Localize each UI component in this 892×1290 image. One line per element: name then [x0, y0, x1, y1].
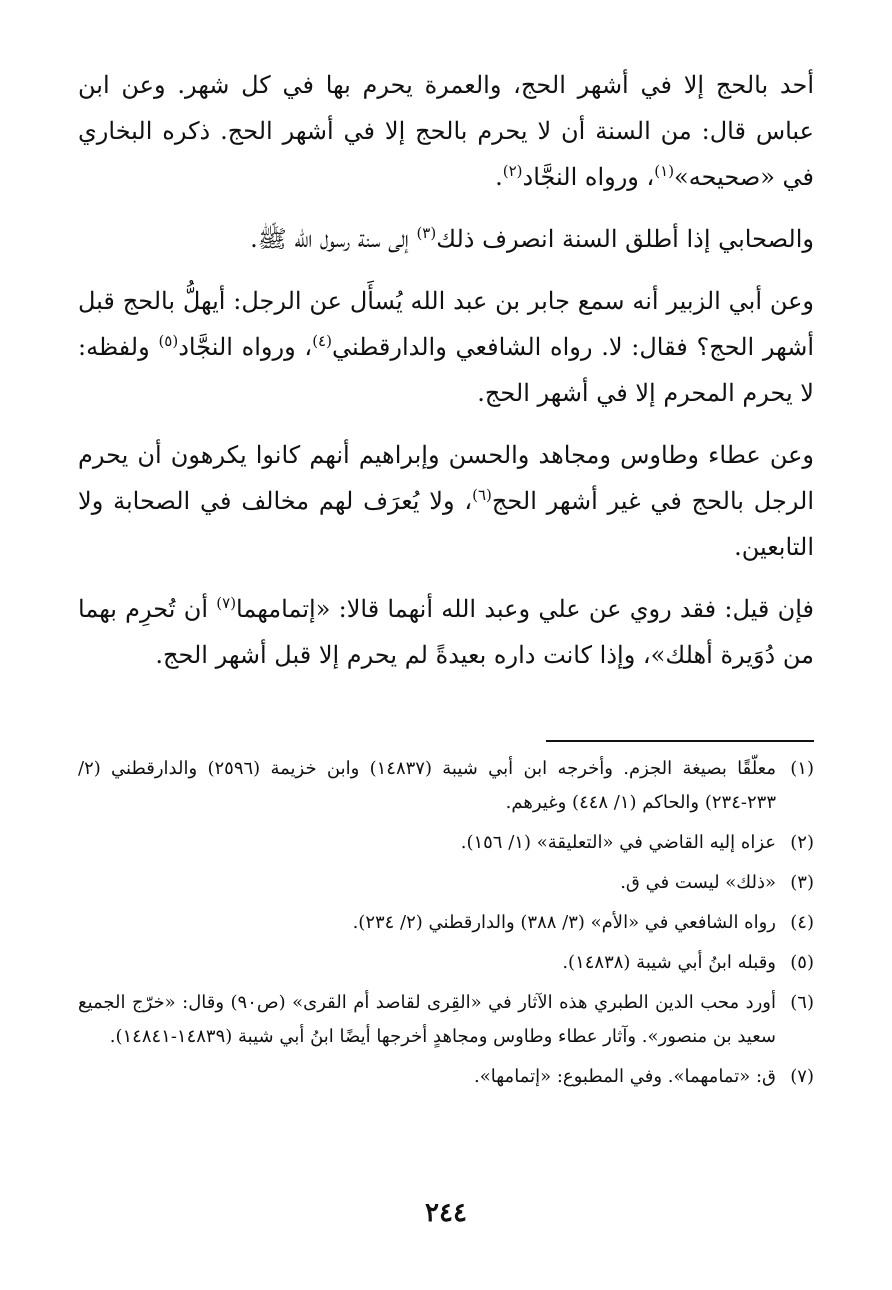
- footnote-text: رواه الشافعي في «الأم» (٣/ ٣٨٨) والدارقطني (٢/ ٢٣٤).: [352, 912, 776, 933]
- footnote-text: أورد محب الدين الطبري هذه الآثار في «القِرى لقاصد أم القرى» (ص٩٠) وقال: «خرّج الجميع سعيد بن منصور». وآثار عطاء وطاوس ومجاهدٍ أخرجها أيضًا ابنُ أبي شيبة (١٤٨٣٩-١٤٨٤١).: [78, 992, 776, 1047]
- page-number: ٢٤٤: [425, 1198, 467, 1228]
- footnotes: [78, 752, 814, 1100]
- paragraph: [78, 586, 814, 678]
- footnote-marker: (٥): [158, 332, 179, 350]
- footnote-number: (٦): [790, 992, 814, 1013]
- footnote-number: (٧): [790, 1066, 814, 1087]
- footnote-text: عزاه إليه القاضي في «التعليقة» (١/ ١٥٦).: [460, 832, 776, 853]
- footnote: [78, 826, 814, 860]
- paragraph-text: أن تُحرِم بهما من دُوَيرة أهلك»، وإذا كانت داره بعيدةً لم يحرم إلا قبل أشهر الحج.: [78, 595, 814, 669]
- paragraph-text: والصحابي إذا أطلق السنة انصرف ذلك: [436, 225, 814, 253]
- footnote: [78, 986, 814, 1054]
- footnote-marker: (٢): [502, 162, 523, 180]
- footnote-number: (١): [790, 758, 814, 779]
- footnote-marker: (٧): [216, 594, 237, 612]
- paragraph-text: ، ولا يُعرَف لهم مخالف في الصحابة ولا التابعين.: [78, 487, 814, 561]
- footnote-text: «ذلك» ليست في ق.: [620, 872, 776, 893]
- paragraph-text: إلى سنة رسول الله ﷺ.: [250, 225, 417, 253]
- footnote-number: (٣): [790, 872, 814, 893]
- footnote-text: وقبله ابنُ أبي شيبة (١٤٨٣٨).: [562, 952, 776, 973]
- footnote-separator: [546, 740, 814, 742]
- paragraph-text: ، ورواه النجَّاد: [178, 333, 313, 361]
- footnote: [78, 752, 814, 820]
- footnote-marker: (٦): [472, 486, 492, 504]
- paragraph-text: وعن أبي الزبير أنه سمع جابر بن عبد الله يُسأَل عن الرجل: أيهلُّ بالحج قبل أشهر الحج؟ فقال: لا. رواه الشافعي والدارقطني: [78, 287, 815, 361]
- footnote-text: ق: «تمامهما». وفي المطبوع: «إتمامها».: [474, 1066, 776, 1087]
- paragraph-text: فإن قيل: فقد روي عن علي وعبد الله أنهما قالا: «إتمامهما: [236, 595, 815, 623]
- footnote-number: (٢): [790, 832, 814, 853]
- footnote-text: معلّقًا بصيغة الجزم. وأخرجه ابن أبي شيبة (١٤٨٣٧) وابن خزيمة (٢٥٩٦) والدارقطني (٢/ ٢٣٣-٢٣٤) والحاكم (١/ ٤٤٨) وغيرهم.: [78, 758, 776, 813]
- paragraph: [78, 62, 814, 200]
- footnote-number: (٥): [790, 952, 814, 973]
- footnote-number: (٤): [790, 912, 814, 933]
- footnote-marker: (٤): [312, 332, 332, 350]
- footnote: [78, 866, 814, 900]
- footnote: [78, 906, 814, 940]
- footnote-marker: (١): [654, 162, 675, 180]
- main-text: [78, 62, 814, 694]
- paragraph-text: أحد بالحج إلا في أشهر الحج، والعمرة يحرم بها في كل شهر. وعن ابن عباس قال: من السنة أن لا يحرم بالحج إلا في أشهر الحج. ذكره البخاري في «صحيحه»: [78, 71, 814, 191]
- paragraph-text: .: [495, 163, 503, 191]
- footnote: [78, 1060, 814, 1094]
- paragraph-text: ، ورواه النجَّاد: [522, 163, 655, 191]
- footnote: [78, 946, 814, 980]
- paragraph: [78, 432, 814, 570]
- paragraph-text: ولفظه: لا يحرم المحرم إلا في أشهر الحج.: [78, 333, 814, 407]
- paragraph: [78, 216, 814, 262]
- footnote-marker: (٣): [416, 224, 437, 242]
- paragraph: [78, 278, 814, 416]
- paragraph-text: وعن عطاء وطاوس ومجاهد والحسن وإبراهيم أنهم كانوا يكرهون أن يحرم الرجل بالحج في غير أشهر الحج: [78, 441, 814, 515]
